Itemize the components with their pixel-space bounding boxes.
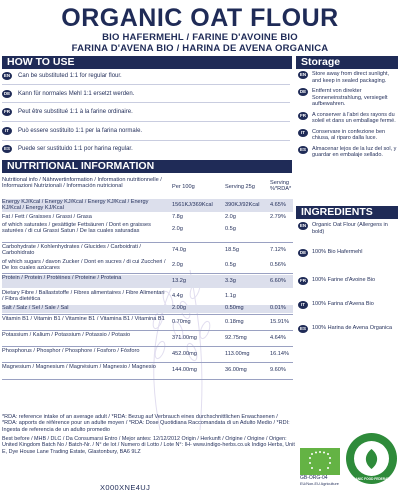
serving-value: 3.3g: [225, 278, 236, 284]
ri-value: 9.60%: [270, 367, 286, 373]
table-row: [2, 348, 293, 361]
per100-value: 4.4g: [172, 293, 183, 299]
divider: [2, 379, 293, 380]
flag-en-icon: EN: [299, 223, 307, 228]
ingredient-text: 100% Farina d'Avena Bio: [312, 301, 374, 307]
table-row: [2, 275, 293, 288]
use-item-it: [2, 124, 290, 138]
ri-value: 6.60%: [270, 278, 286, 284]
per100-value: 144.00mg: [172, 367, 197, 373]
ingredient-text: Organic Oat Flour (Allergens in bold): [312, 222, 388, 235]
per100-value: 452.00mg: [172, 351, 197, 357]
per100-value: 2.00g: [172, 305, 186, 311]
flag-it-icon: IT: [2, 127, 12, 135]
subtitle-line-1: BIO HAFERMEHL / FARINE D'AVOINE BIO: [102, 32, 298, 43]
nutrient-name: of which sugars / davon Zucker / Dont en sucres / di cui Zuccheri / De los cuales azúcares: [2, 259, 166, 272]
ri-value: 4.65%: [270, 202, 286, 208]
eu-organic-leaf-icon: [300, 448, 340, 475]
serving-value: 0.5g: [225, 226, 236, 232]
divider: [2, 84, 290, 85]
ingredient-item-fr: [298, 277, 398, 285]
use-text: Can be substituted 1:1 for regular flour.: [18, 73, 122, 79]
flag-fr-icon: FR: [300, 278, 306, 283]
serving-value: 18.5g: [225, 247, 239, 253]
col-serving-header: Serving 25g: [225, 184, 255, 190]
flag-es-icon: ES: [3, 146, 10, 151]
nutrient-name: Carbohydrate / Kohlenhydrates / Glucides / Carboidrati / Carbohidrato: [2, 244, 141, 257]
divider: [2, 102, 290, 103]
serving-value: 0.18mg: [225, 319, 244, 325]
use-item-en: [2, 69, 290, 83]
how-to-use-heading: HOW TO USE: [2, 56, 292, 69]
ingredient-text: 100% Farine d'Avoine Bio: [312, 277, 376, 283]
nutrient-name: Salt / Salz / Sel / Sale / Sal: [2, 305, 69, 311]
barcode-text: X000XNE4UJ: [100, 483, 151, 492]
divider: [2, 346, 293, 347]
ri-value: 4.64%: [270, 335, 286, 341]
storage-text: Almacenar lejos de la luz del sol, y guardar en embalaje sellado.: [312, 145, 397, 158]
storage-item-it: [298, 129, 398, 142]
storage-item-fr: [298, 112, 398, 125]
use-text: Può essere sostituito 1:1 per la farina normale.: [18, 128, 143, 134]
col-ri-header: Serving %*RDA*: [270, 180, 292, 193]
per100-value: 1561KJ/369Kcal: [172, 202, 213, 208]
serving-value: 36.00mg: [225, 367, 247, 373]
storage-text: Store away from direct sunlight, and keep in sealed packaging.: [312, 71, 390, 84]
use-text: Puede ser sustituido 1:1 por harina regular.: [18, 146, 133, 152]
divider: [2, 140, 290, 141]
ingredient-item-en: [298, 222, 398, 235]
serving-value: 390KJ/92Kcal: [225, 202, 260, 208]
serving-value: 2.0g: [225, 214, 236, 220]
flag-es-icon: ES: [299, 146, 306, 152]
divider: [2, 121, 290, 122]
table-row: [2, 199, 293, 212]
flag-es-icon: ES: [299, 326, 306, 331]
table-row: [2, 244, 293, 257]
nutrient-name: Phosphorus / Phosphor / Phosphore / Fosforo / Fósforo: [2, 348, 140, 354]
serving-value: 1.1g: [225, 293, 236, 299]
serving-value: 113.00mg: [225, 351, 250, 357]
ingredient-item-it: [298, 301, 398, 309]
nutrition-header-label: Nutritional info / Nährwertinformation / Information nutritionnelle / Informazioni Nutrizionali / Información nutricional: [2, 177, 162, 190]
per100-value: 2.0g: [172, 226, 183, 232]
nutrition-header-row: [2, 177, 293, 197]
storage-item-en: [298, 71, 398, 84]
flag-de-icon: DE: [299, 250, 307, 255]
ri-value: 7.12%: [270, 247, 286, 253]
storage-item-es: [298, 146, 398, 159]
subtitle-line-2: FARINA D'AVENA BIO / HARINA DE AVENA ORGANICA: [71, 43, 329, 54]
seal-text: ORGANIC FOOD FEDERATION: [348, 477, 395, 481]
table-row: [2, 332, 293, 345]
divider: [2, 242, 293, 243]
flag-fr-icon: FR: [4, 109, 10, 114]
product-title: ORGANIC OAT FLOUR: [61, 4, 339, 32]
eu-organic-code: [300, 476, 339, 487]
flag-fr-icon: FR: [300, 112, 306, 118]
table-row: [2, 222, 293, 241]
divider: [2, 314, 293, 315]
table-row: [2, 305, 293, 313]
col-per100-header: Per 100g: [172, 184, 195, 190]
serving-value: 0.5g: [225, 262, 236, 268]
flag-en-icon: EN: [299, 72, 307, 77]
storage-text: Entfernt von direkter Sonneneinstrahlung, versiegelt aufbewahren.: [312, 88, 388, 107]
nutrient-name: Magnesium / Magnesium / Magnésium / Magnesio / Magnesio: [2, 364, 156, 370]
table-row: [2, 290, 293, 303]
per100-value: 0.70mg: [172, 319, 191, 325]
nutrient-name: Fat / Fett / Graisses / Grassi / Grasa: [2, 214, 92, 220]
use-item-es: [2, 142, 290, 156]
table-row: [2, 364, 293, 377]
ri-value: 0.01%: [270, 305, 286, 311]
nutrient-name: Energy KJ/Kcal / Energy KJ/Kcal / Energy KJ/Kcal / Energy KJ/Kcal / Energy KJ/Kcal: [2, 199, 149, 212]
nutrient-name: Dietary Fibre / Ballaststoffe / Fibres alimentaires / Fibre Alimentari / Fibra dietética: [2, 290, 165, 303]
ri-value: 2.79%: [270, 214, 286, 220]
flag-de-icon: DE: [299, 89, 307, 94]
flag-de-icon: DE: [3, 91, 11, 96]
per100-value: 74.0g: [172, 247, 186, 253]
use-item-fr: [2, 105, 290, 119]
ingredients-list: [298, 222, 398, 341]
storage-item-de: [298, 88, 398, 108]
flag-it-icon: IT: [298, 301, 308, 309]
per100-value: 371.00mg: [172, 335, 197, 341]
eu-code-main: GB-ORG-04: [300, 475, 328, 481]
ingredient-item-es: [298, 325, 398, 333]
per100-value: 2.0g: [172, 262, 183, 268]
nutrient-name: of which saturates / gesättigte Fettsäuren / Dont en graisses saturées / di cui Grassi Satun / De las cuales saturadas: [2, 222, 151, 235]
use-text: Kann für normales Mehl 1:1 ersetzt werden.: [18, 91, 135, 97]
storage-heading: Storage: [296, 56, 398, 69]
ri-value: 15.91%: [270, 319, 289, 325]
flag-it-icon: IT: [298, 129, 308, 137]
table-row: [2, 214, 293, 222]
divider: [2, 362, 293, 363]
nutrient-name: Potassium / Kalium / Potassium / Potassio / Potasio: [2, 332, 131, 338]
serving-value: 92.75mg: [225, 335, 247, 341]
ri-value: 16.14%: [270, 351, 289, 357]
ri-value: 0.56%: [270, 262, 286, 268]
use-text: Peut être substitué 1:1 à la farine ordinaire.: [18, 109, 133, 115]
use-item-de: [2, 87, 290, 101]
eu-leaf-stars-icon: [300, 448, 340, 475]
eu-code-sub: EU/Non-EU Agriculture: [300, 481, 339, 486]
storage-text: A conserver à l'abri des rayons du soleil et dans un emballage fermé.: [312, 111, 396, 124]
nutrient-name: Vitamin B1 / Vitamin B1 / Vitamine B1 / Vitamina B1 / Vitamina B1: [2, 316, 165, 322]
table-row: [2, 316, 293, 329]
storage-list: [298, 71, 398, 163]
leaf-icon: [354, 441, 389, 476]
per100-value: 7.8g: [172, 214, 183, 220]
storage-text: Conservare in confezione ben chiusa, al riparo dalla luce.: [312, 128, 386, 141]
organic-food-federation-seal-icon: [346, 433, 397, 484]
best-before-batch-info: Best before / MHB / DLC / Da Consumarsi Entro / Mejor antes: 12/12/2012 Origin / Herkunft / Origine / Origine / Origen: United Kingdom Batch No / Batch-Nr. / N° de lot / Numero di Lotto / Lote N°: IH- www.indigo-herbs.co.uk Indigo Herbs, Unit E, Dye House Lane Trading Estate, Glastonbury, BA6 9LZ: [2, 436, 295, 455]
per100-value: 13.2g: [172, 278, 186, 284]
flag-en-icon: EN: [3, 73, 11, 78]
serving-value: 0.50mg: [225, 305, 244, 311]
ingredient-item-de: [298, 249, 398, 257]
ingredient-text: 100% Harina de Avena Organica: [312, 325, 393, 331]
table-row: [2, 259, 293, 272]
seal-inner: [354, 441, 389, 476]
divider: [2, 273, 293, 274]
divider: [2, 330, 293, 331]
rda-notes: *RDA: reference intake of an average adult / *RDA: Bezug auf Verbrauch eines durchschnittlichen Erwachsenen / *RDA: apports de référence pour un adulte moyen / *RDA: Dose Quotidiana Raccomandata di un Adulto Medio / *RDI: Ingesta de referencia de un adulto promedio: [2, 414, 290, 433]
ingredients-heading: INGREDIENTS: [296, 206, 398, 219]
nutrition-heading: NUTRITIONAL INFORMATION: [2, 160, 292, 173]
nutrient-name: Protein / Protein / Protéines / Proteine / Proteina: [2, 275, 122, 281]
ingredient-text: 100% Bio Hafermehl: [312, 249, 363, 255]
